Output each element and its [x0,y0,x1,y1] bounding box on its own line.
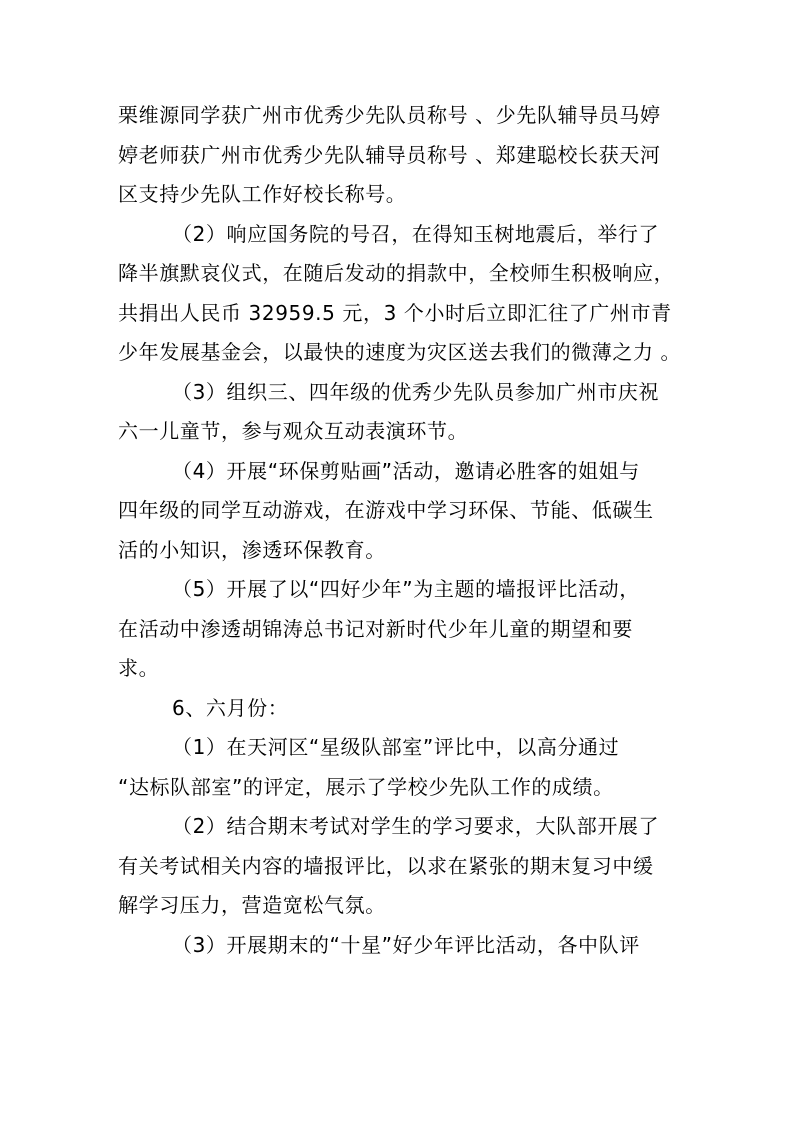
body-line: 共捐出人民币 32959.5 元，3 个小时后立即汇往了广州市青 [118,300,672,325]
body-line: 六一儿童节，参与观众互动表演环节。 [118,419,469,443]
body-line: 在活动中渗透胡锦涛总书记对新时代少年儿童的期望和要 [118,616,633,641]
body-line: 四年级的同学互动游戏，在游戏中学习环保、节能、低碳生 [118,498,654,522]
paragraph-start-line: （5）开展了以“四好少年”为主题的墙报评比活动， [172,577,640,601]
body-line: 活的小知识，渗透环保教育。 [118,537,386,562]
body-line: 少年发展基金会，以最快的速度为灾区送去我们的微薄之力 。 [118,340,682,364]
paragraph-start-line: （3）组织三、四年级的优秀少先队员参加广州市庆祝 [172,379,660,404]
body-line: 区支持少先队工作好校长称号。 [118,182,407,206]
section-heading-line: 6、六月份： [172,695,289,720]
body-line: 栗维源同学获广州市优秀少先队员称号 、少先队辅导员马婷 [118,103,661,127]
body-line: 解学习压力，营造宽松气氛。 [118,893,386,917]
paragraph-start-line: （3）开展期末的“十星”好少年评比活动，各中队评 [172,932,640,957]
body-line: 有关考试相关内容的墙报评比，以求在紧张的期末复习中缓 [118,853,654,878]
body-line: 婷老师获广州市优秀少先队辅导员称号 、郑建聪校长获天河 [118,142,661,167]
paragraph-start-line: （2）响应国务院的号召，在得知玉树地震后，举行了 [172,221,660,246]
body-line: “达标队部室”的评定，展示了学校少先队工作的成绩。 [118,774,614,799]
paragraph-start-line: （1）在天河区“星级队部室”评比中，以高分通过 [172,735,620,759]
document-body [118,96,693,965]
body-line: 求。 [118,656,160,680]
body-line: 降半旗默哀仪式，在随后发动的捐款中，全校师生积极响应， [118,261,675,285]
paragraph-start-line: （2）结合期末考试对学生的学习要求，大队部开展了 [172,814,660,838]
paragraph-start-line: （4）开展“环保剪贴画”活动，邀请必胜客的姐姐与 [172,458,640,483]
